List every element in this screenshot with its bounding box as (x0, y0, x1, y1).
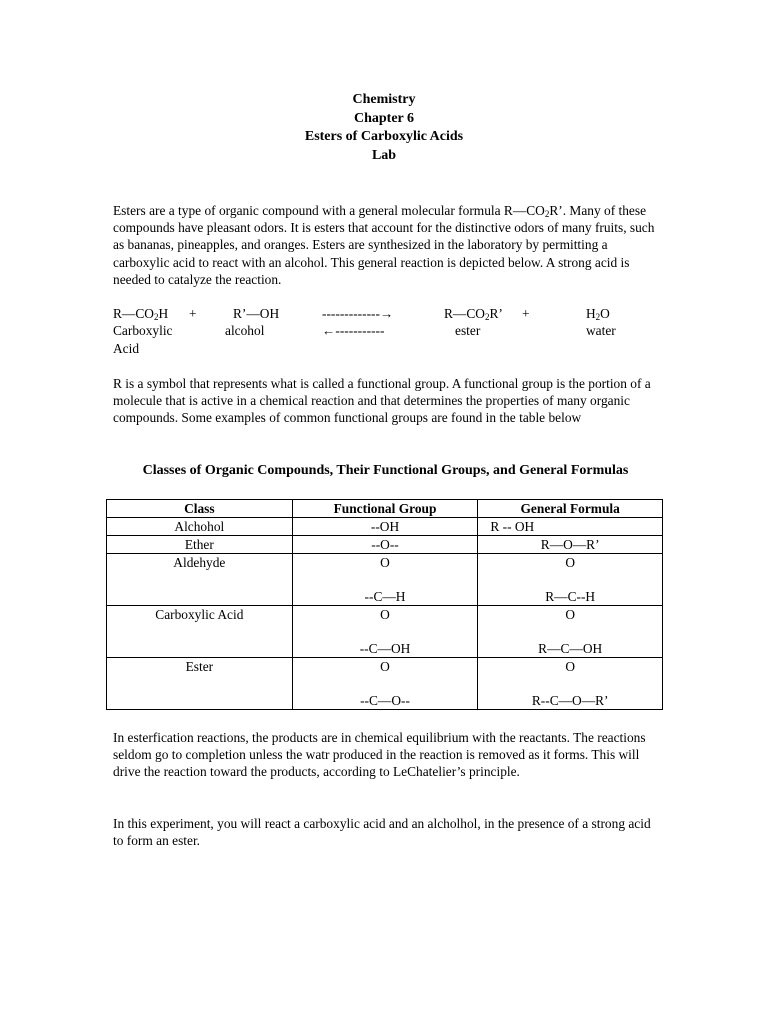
table-row (107, 536, 663, 554)
class-cell: Ether (107, 536, 293, 554)
formula-cell (478, 606, 663, 658)
chapter-title: Chapter 6 (353, 110, 415, 126)
functional-groups-table (106, 499, 663, 710)
topic-title: Esters of Carboxylic Acids (304, 129, 464, 144)
table-row (107, 554, 663, 606)
general-reaction (0, 305, 768, 365)
group-structure: --C—OH (359, 641, 411, 656)
formula-structure: R--C—O—R’ (531, 693, 609, 708)
label-acid: Acid (113, 341, 140, 356)
intro-text-b: R’. Many of these compounds have pleasant odors. It is esters that account for the distinctive odors of many fruits, such as bananas, pineapples, and oranges. Esters are synthesized in the laboratory by permitting a carboxylic acid to react with an alcohol. This general reaction is depicted below. A strong acid is needed to catalyze the reaction. (113, 203, 655, 287)
group-cell (292, 554, 478, 606)
intro-subscript: 2 (544, 209, 550, 219)
lab-title: Lab (371, 147, 397, 163)
forward-arrow: -------------→ (322, 306, 394, 321)
carbonyl-oxygen: O (380, 555, 390, 570)
column-header: Class (107, 500, 293, 518)
reverse-arrow: ←----------- (322, 323, 385, 338)
column-header: General Formula (478, 500, 663, 518)
product-water: $H_2O$ (586, 306, 610, 322)
formula-structure: R—C--H (545, 589, 596, 604)
carbonyl-oxygen: O (565, 555, 575, 570)
label-alcohol: alcohol (225, 323, 265, 338)
plus-sign: + (522, 306, 530, 321)
label-carboxylic: Carboxylic (113, 323, 173, 338)
plus-sign: + (189, 306, 197, 321)
carbonyl-oxygen: O (565, 607, 575, 622)
group-cell: --OH (292, 518, 478, 536)
carbonyl-oxygen: O (565, 659, 575, 674)
reactant-carboxylic-acid: $R—CO_2H$ (113, 306, 169, 322)
document-header (0, 91, 768, 165)
formula-structure: R—C—OH (538, 641, 603, 656)
reactant-alcohol: R’—OH (233, 306, 280, 321)
table-row (107, 606, 663, 658)
experiment-paragraph: In this experiment, you will react a carboxylic acid and an alcholhol, in the presence of a strong acid to form an ester. (113, 816, 651, 849)
formula-cell: R -- OH (478, 518, 663, 536)
equilibrium-paragraph: In esterfication reactions, the products are in chemical equilibrium with the reactants. The reactions seldom go to completion unless the watr produced in the reaction is removed as it forms. This will drive the reaction toward the products, according to LeChatelier’s principle. (113, 730, 646, 780)
table-row (107, 518, 663, 536)
table-row (107, 658, 663, 710)
formula-cell: R—O—R’ (478, 536, 663, 554)
group-structure: --C—H (364, 589, 406, 604)
functional-group-paragraph: R is a symbol that represents what is called a functional group. A functional group is the portion of a molecule that is active in a chemical reaction and that determines the properties of many organic compounds. Some examples of common functional groups are found in the table below (113, 376, 651, 426)
carbonyl-oxygen: O (380, 607, 390, 622)
group-cell: --O-- (292, 536, 478, 554)
class-cell: Alchohol (107, 518, 293, 536)
product-ester: $R—CO_2R$’ (444, 306, 503, 322)
formula-cell (478, 658, 663, 710)
table-title: Classes of Organic Compounds, Their Functional Groups, and General Formulas (142, 463, 629, 478)
subject-title: Chemistry (352, 92, 416, 107)
label-water: water (586, 323, 616, 338)
column-header: Functional Group (292, 500, 478, 518)
table-header-row (107, 500, 663, 518)
class-cell: Aldehyde (107, 554, 293, 606)
group-cell (292, 658, 478, 710)
label-ester: ester (455, 323, 481, 338)
intro-text-a: Esters are a type of organic compound with a general molecular formula R—CO (113, 203, 545, 218)
group-cell (292, 606, 478, 658)
formula-cell (478, 554, 663, 606)
class-cell: Carboxylic Acid (107, 606, 293, 658)
carbonyl-oxygen: O (380, 659, 390, 674)
group-structure: --C—O-- (360, 693, 410, 708)
intro-paragraph (113, 202, 658, 288)
class-cell: Ester (107, 658, 293, 710)
